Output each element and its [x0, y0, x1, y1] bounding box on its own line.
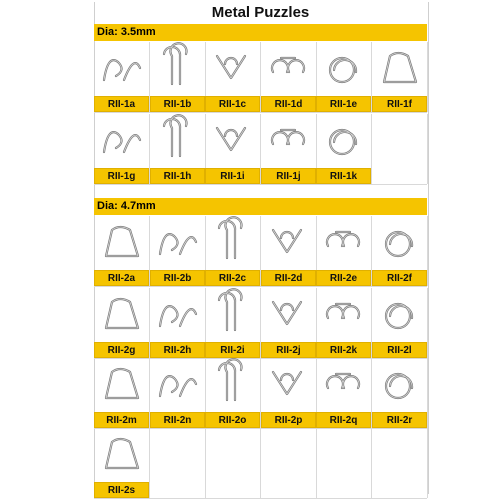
wire-puzzle-icon	[150, 42, 205, 96]
wire-puzzle-icon	[94, 288, 149, 342]
puzzle-image	[94, 114, 149, 168]
puzzle-label: RII-1a	[94, 96, 149, 112]
wire-puzzle-icon	[205, 216, 260, 270]
puzzle-image	[316, 114, 371, 168]
puzzle-image	[261, 114, 316, 168]
wire-puzzle-icon	[205, 358, 260, 412]
puzzle-image	[316, 288, 371, 342]
puzzle-label: RII-2o	[205, 412, 260, 428]
puzzle-image	[205, 288, 260, 342]
puzzle-label: RII-2a	[94, 270, 149, 286]
row-divider	[94, 498, 427, 499]
puzzle-label: RII-2l	[372, 342, 427, 358]
wire-puzzle-icon	[205, 114, 260, 168]
puzzle-image	[205, 114, 260, 168]
puzzle-label: RII-2b	[150, 270, 205, 286]
wire-puzzle-icon	[261, 216, 316, 270]
puzzle-image	[261, 288, 316, 342]
puzzle-label: RII-1g	[94, 168, 149, 184]
wire-puzzle-icon	[205, 42, 260, 96]
wire-puzzle-icon	[150, 288, 205, 342]
column-divider	[427, 42, 428, 112]
puzzle-image	[150, 42, 205, 96]
puzzle-image	[94, 358, 149, 412]
puzzle-label: RII-2r	[372, 412, 427, 428]
column-divider	[149, 428, 150, 498]
row-divider	[94, 112, 427, 113]
puzzle-label: RII-1h	[150, 168, 205, 184]
puzzle-image	[94, 428, 149, 482]
puzzle-image	[94, 42, 149, 96]
wire-puzzle-icon	[316, 216, 371, 270]
puzzle-image	[261, 42, 316, 96]
puzzle-image	[150, 114, 205, 168]
puzzle-image	[94, 288, 149, 342]
column-divider	[427, 358, 428, 428]
wire-puzzle-icon	[261, 358, 316, 412]
puzzle-label: RII-1j	[261, 168, 316, 184]
puzzle-image	[316, 42, 371, 96]
column-divider	[316, 428, 317, 498]
puzzle-image	[372, 216, 427, 270]
wire-puzzle-icon	[372, 216, 427, 270]
puzzle-label: RII-1e	[316, 96, 371, 112]
puzzle-label: RII-1d	[261, 96, 316, 112]
section-heading-text: Dia: 3.5mm	[97, 26, 156, 38]
wire-puzzle-icon	[205, 288, 260, 342]
wire-puzzle-icon	[94, 216, 149, 270]
section-heading	[94, 24, 427, 41]
puzzle-label: RII-2g	[94, 342, 149, 358]
puzzle-label: RII-2p	[261, 412, 316, 428]
puzzle-image	[372, 42, 427, 96]
puzzle-label: RII-1c	[205, 96, 260, 112]
puzzle-image	[150, 216, 205, 270]
puzzle-image	[205, 216, 260, 270]
puzzle-label: RII-2f	[372, 270, 427, 286]
puzzle-label: RII-2m	[94, 412, 149, 428]
section-heading	[94, 198, 427, 215]
puzzle-label: RII-2q	[316, 412, 371, 428]
puzzle-label: RII-2d	[261, 270, 316, 286]
wire-puzzle-icon	[94, 42, 149, 96]
wire-puzzle-icon	[94, 428, 149, 482]
column-divider	[205, 428, 206, 498]
column-divider	[427, 428, 428, 498]
puzzle-label: RII-2c	[205, 270, 260, 286]
puzzle-label: RII-1i	[205, 168, 260, 184]
row-divider	[94, 286, 427, 287]
puzzle-image	[261, 216, 316, 270]
wire-puzzle-icon	[261, 288, 316, 342]
puzzle-image	[316, 358, 371, 412]
puzzle-image	[150, 358, 205, 412]
puzzle-label: RII-1b	[150, 96, 205, 112]
wire-puzzle-icon	[150, 216, 205, 270]
puzzle-image	[150, 288, 205, 342]
puzzle-image	[316, 216, 371, 270]
puzzle-image	[372, 288, 427, 342]
puzzle-image	[372, 358, 427, 412]
column-divider	[260, 428, 261, 498]
row-divider	[94, 184, 427, 185]
puzzle-label: RII-1f	[372, 96, 427, 112]
puzzle-image	[205, 358, 260, 412]
section-heading-text: Dia: 4.7mm	[97, 200, 156, 212]
wire-puzzle-icon	[372, 288, 427, 342]
puzzle-image	[261, 358, 316, 412]
wire-puzzle-icon	[316, 42, 371, 96]
column-divider	[371, 428, 372, 498]
puzzle-image	[205, 42, 260, 96]
page-title: Metal Puzzles	[211, 4, 310, 21]
puzzle-label: RII-2s	[94, 482, 149, 498]
column-divider	[427, 288, 428, 358]
wire-puzzle-icon	[150, 358, 205, 412]
puzzle-label: RII-1k	[316, 168, 371, 184]
column-divider	[371, 114, 372, 184]
puzzle-image	[94, 216, 149, 270]
puzzle-label: RII-2e	[316, 270, 371, 286]
puzzle-label: RII-2h	[150, 342, 205, 358]
wire-puzzle-icon	[150, 114, 205, 168]
wire-puzzle-icon	[316, 114, 371, 168]
puzzle-label: RII-2i	[205, 342, 260, 358]
wire-puzzle-icon	[316, 288, 371, 342]
wire-puzzle-icon	[372, 42, 427, 96]
puzzle-label: RII-2k	[316, 342, 371, 358]
wire-puzzle-icon	[94, 114, 149, 168]
wire-puzzle-icon	[94, 358, 149, 412]
wire-puzzle-icon	[261, 114, 316, 168]
column-divider	[427, 216, 428, 286]
wire-puzzle-icon	[261, 42, 316, 96]
puzzle-label: RII-2n	[150, 412, 205, 428]
wire-puzzle-icon	[316, 358, 371, 412]
puzzle-label: RII-2j	[261, 342, 316, 358]
column-divider	[427, 114, 428, 184]
wire-puzzle-icon	[372, 358, 427, 412]
